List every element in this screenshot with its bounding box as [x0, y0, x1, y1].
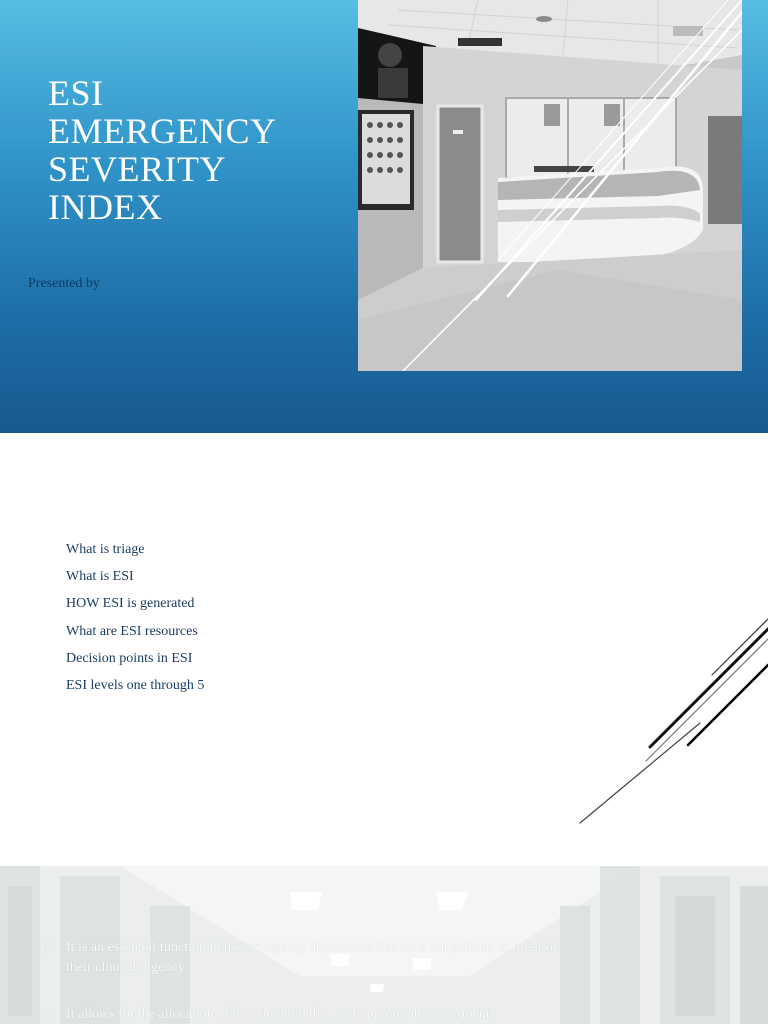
diagonal-lines-decoration [0, 433, 768, 866]
title-line-4: INDEX [48, 187, 163, 227]
slide-title [48, 74, 277, 226]
bullet-text: It allows for the allocation of the patient to the most appropriate assessment [66, 1007, 490, 1022]
bullet-list [46, 938, 566, 1024]
agenda-item: What is ESI [66, 569, 134, 585]
agenda-item: What are ESI resources [66, 623, 198, 639]
square-bullet-icon: ▯ [46, 1009, 53, 1021]
square-bullet-icon: ▯ [46, 942, 53, 954]
hospital-reception-photo [358, 0, 742, 371]
title-line-3: SEVERITY [48, 149, 226, 189]
title-line-1: ESI [48, 73, 104, 113]
agenda-item: HOW ESI is generated [66, 596, 195, 612]
agenda-item: ESI levels one through 5 [66, 677, 205, 693]
agenda-item: What is triage [66, 542, 145, 557]
agenda-item: Decision points in ESI [66, 650, 193, 666]
bullet-item [46, 1005, 566, 1024]
presented-by-label: Presented by [28, 276, 100, 291]
bullet-item [46, 938, 566, 978]
bullet-text: It is an essential function in the emergency department that sorts out patients in order of their clinical urgency [66, 940, 558, 975]
agenda-slide [0, 433, 768, 866]
title-slide [0, 0, 768, 433]
title-line-2: EMERGENCY [48, 111, 277, 151]
triage-slide [0, 866, 768, 1024]
